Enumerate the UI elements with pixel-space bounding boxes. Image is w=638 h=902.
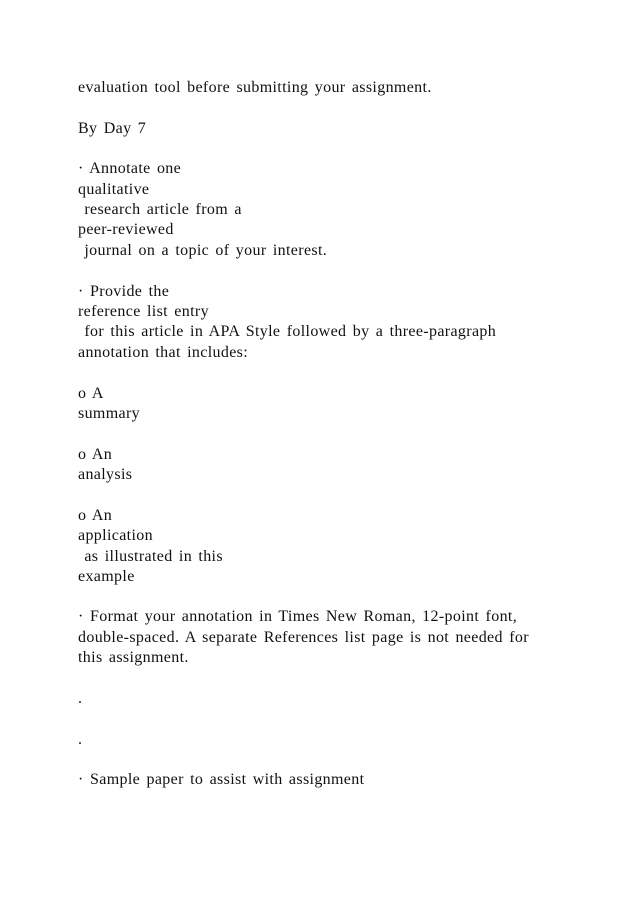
text-line: double-spaced. A separate References list page is not needed for — [78, 629, 529, 646]
text-line: for this article in APA Style followed by a three-paragraph — [78, 323, 497, 340]
text-line: · Sample paper to assist with assignment — [78, 771, 365, 788]
text-line: qualitative — [78, 181, 150, 198]
text-line: · Annotate one — [78, 160, 182, 177]
text-line: . — [78, 690, 83, 707]
list-item-marker: o A — [78, 385, 104, 402]
text-line: evaluation tool before submitting your assignment. — [78, 79, 432, 96]
heading-by-day-7: By Day 7 — [78, 120, 147, 137]
text-line: reference list entry — [78, 303, 209, 320]
text-line: summary — [78, 405, 140, 422]
text-line: example — [78, 568, 135, 585]
text-line: application — [78, 527, 153, 544]
text-line: · Format your annotation in Times New Roman, 12-point font, — [78, 608, 518, 625]
text-line: peer-reviewed — [78, 221, 174, 238]
list-item-marker: o An — [78, 446, 113, 463]
text-line: research article from a — [78, 201, 242, 218]
text-line: annotation that includes: — [78, 344, 249, 361]
text-line: . — [78, 731, 83, 748]
text-line: · Provide the — [78, 283, 170, 300]
text-line: journal on a topic of your interest. — [78, 242, 328, 259]
list-item-marker: o An — [78, 507, 113, 524]
text-line: analysis — [78, 466, 133, 483]
text-line: as illustrated in this — [78, 548, 223, 565]
text-line: this assignment. — [78, 649, 189, 666]
